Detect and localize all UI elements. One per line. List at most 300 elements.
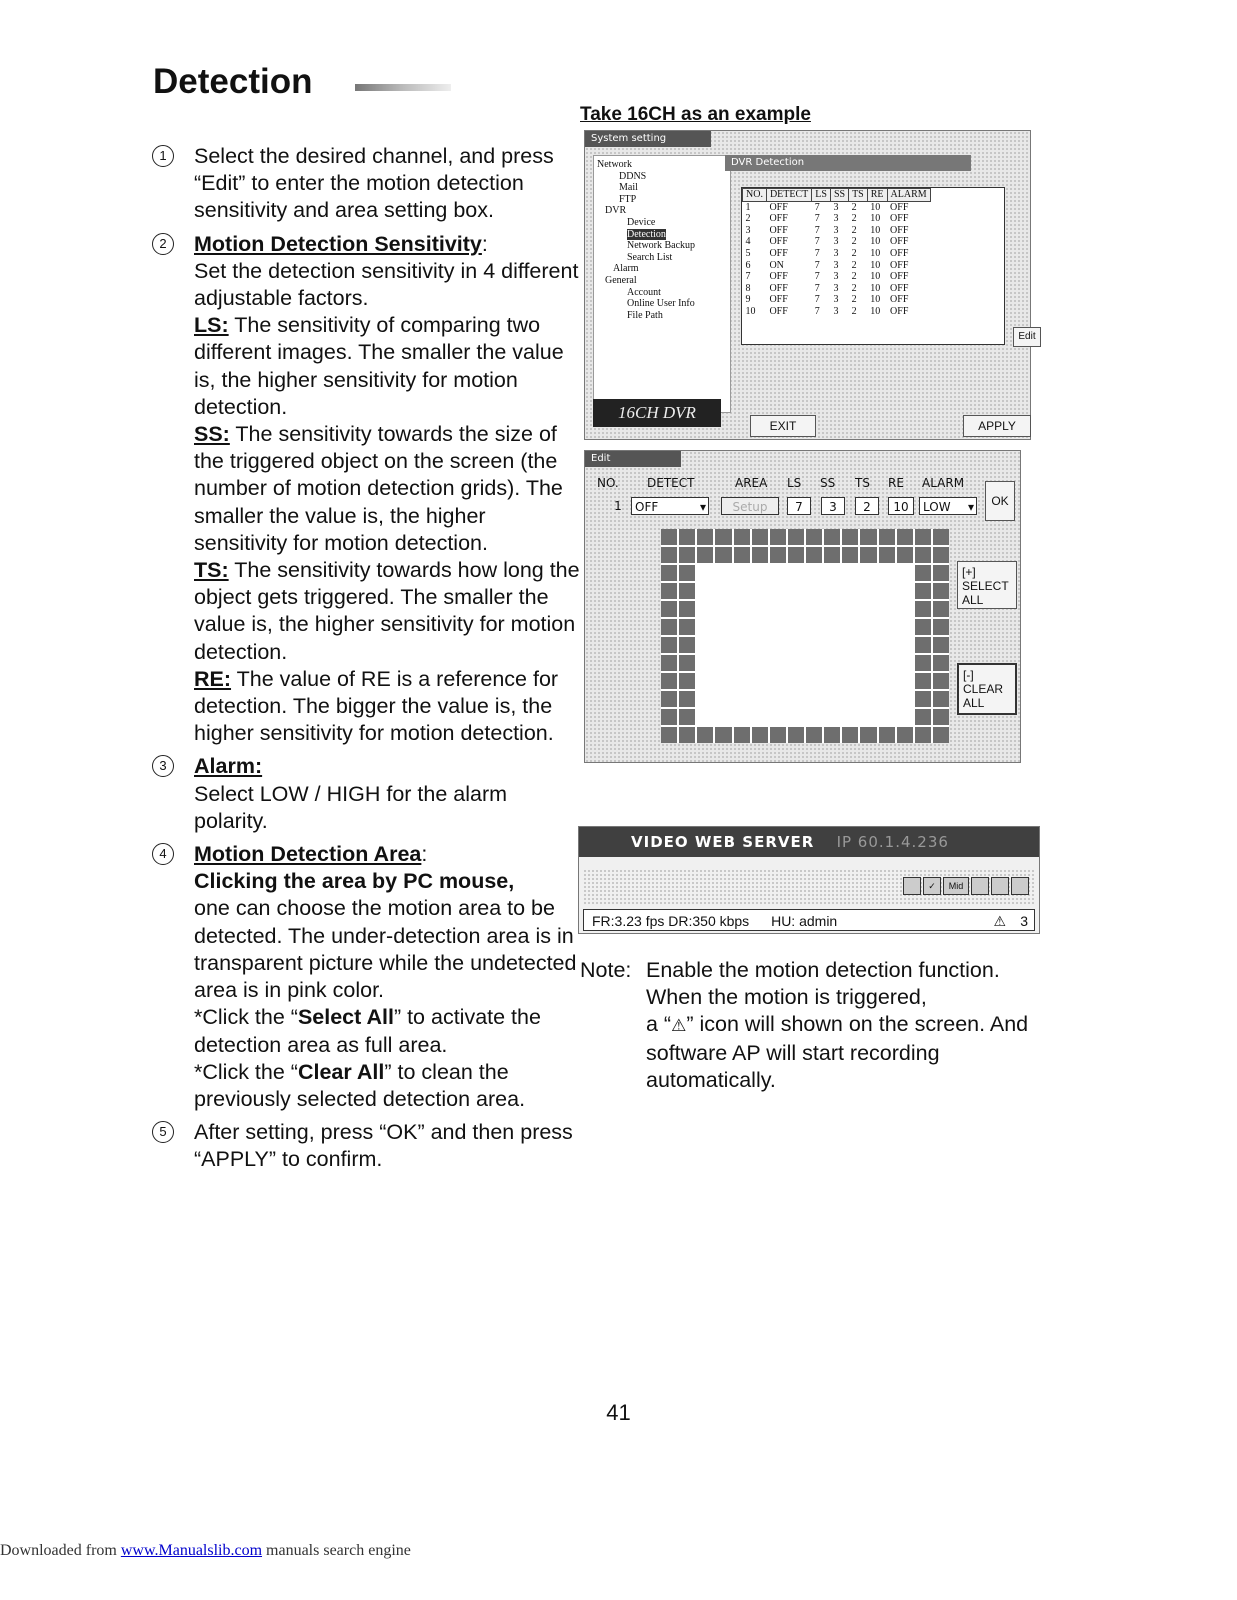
table-row[interactable] [743,213,931,225]
table-cell: OFF [769,271,788,283]
motion-grid-cell[interactable] [915,709,931,725]
motion-grid-cell[interactable] [752,547,768,563]
motion-grid-cell[interactable] [897,583,913,599]
motion-grid-cell[interactable] [752,601,768,617]
ss-field[interactable]: 3 [821,497,845,515]
page-title: Detection [153,62,313,101]
motion-grid-cell[interactable] [897,637,913,653]
motion-grid-cell[interactable] [879,619,895,635]
motion-grid-cell[interactable] [860,673,876,689]
motion-grid-cell[interactable] [734,727,750,743]
motion-grid-cell[interactable] [715,583,731,599]
column-header[interactable]: ALARM [887,189,930,202]
col-no: NO. [597,476,619,490]
motion-grid-cell[interactable] [806,655,822,671]
motion-grid-cell[interactable] [697,529,713,545]
motion-grid-cell[interactable] [752,691,768,707]
motion-grid-cell[interactable] [842,673,858,689]
motion-grid-cell[interactable] [770,529,786,545]
motion-grid-cell[interactable] [824,583,840,599]
motion-grid-cell[interactable] [770,547,786,563]
tree-item[interactable]: Search List [627,251,673,263]
motion-grid-cell[interactable] [842,655,858,671]
motion-grid-cell[interactable] [679,529,695,545]
motion-grid-cell[interactable] [679,727,695,743]
motion-area-grid[interactable] [661,529,949,743]
vws-title: VIDEO WEB SERVER [631,833,815,851]
table-cell: 3 [745,224,751,236]
motion-grid-cell[interactable] [715,637,731,653]
motion-grid-cell[interactable] [679,709,695,725]
motion-grid-cell[interactable] [788,601,804,617]
motion-grid-cell[interactable] [697,709,713,725]
motion-grid-cell[interactable] [806,583,822,599]
motion-grid-cell[interactable] [842,529,858,545]
motion-grid-cell[interactable] [860,655,876,671]
motion-grid-cell[interactable] [860,619,876,635]
re-field[interactable]: 10 [888,497,914,515]
column-header[interactable]: SS [830,189,848,202]
motion-grid-cell[interactable] [770,601,786,617]
tree-item[interactable]: File Path [627,309,663,321]
motion-grid-cell[interactable] [933,601,949,617]
motion-grid-cell[interactable] [842,619,858,635]
motion-grid-cell[interactable] [897,601,913,617]
host-user-status: HU: admin [771,913,838,929]
heading-colon: : [481,231,488,256]
motion-grid-cell[interactable] [824,709,840,725]
table-cell: 1 [745,201,751,213]
motion-grid-cell[interactable] [734,637,750,653]
motion-grid-cell[interactable] [679,673,695,689]
tree-item[interactable]: Device [627,216,656,228]
clear-all-button[interactable]: [-] CLEAR ALL [957,663,1017,715]
column-header[interactable]: LS [812,189,831,202]
motion-grid-cell[interactable] [788,565,804,581]
motion-grid-cell[interactable] [788,673,804,689]
table-cell: 8 [745,282,751,294]
re-text: The value of RE is a reference for detection. The bigger the value is, the higher sensitivity for motion detection. [194,666,559,746]
motion-alarm-icon: ⚠ [671,1016,687,1036]
motion-grid-cell[interactable] [715,727,731,743]
motion-grid-cell[interactable] [752,565,768,581]
ls-paragraph [194,312,582,421]
motion-grid-cell[interactable] [661,727,677,743]
motion-grid-cell[interactable] [860,727,876,743]
motion-grid-cell[interactable] [915,529,931,545]
channel-number: 1 [614,499,622,513]
table-cell: 2 [851,282,857,294]
motion-grid-cell[interactable] [715,655,731,671]
table-cell: 2 [851,201,857,213]
motion-grid-cell[interactable] [806,601,822,617]
motion-grid-cell[interactable] [806,727,822,743]
motion-grid-cell[interactable] [860,583,876,599]
motion-grid-cell[interactable] [734,529,750,545]
motion-grid-cell[interactable] [734,709,750,725]
camera-icon[interactable] [971,877,989,895]
motion-grid-cell[interactable] [915,547,931,563]
edit-button[interactable]: Edit [1013,327,1041,347]
motion-grid-cell[interactable] [824,637,840,653]
motion-grid-cell[interactable] [933,637,949,653]
motion-grid-cell[interactable] [897,655,913,671]
select-all-note [194,1004,582,1058]
motion-grid-cell[interactable] [824,673,840,689]
motion-grid-cell[interactable] [697,691,713,707]
table-row[interactable] [743,201,931,213]
motion-grid-cell[interactable] [679,691,695,707]
motion-grid-cell[interactable] [897,691,913,707]
motion-grid-cell[interactable] [933,583,949,599]
motion-grid-cell[interactable] [915,673,931,689]
motion-grid-cell[interactable] [788,691,804,707]
table-cell: 10 [870,259,881,271]
table-cell: 4 [745,236,751,248]
table-row[interactable] [743,260,931,272]
motion-grid-cell[interactable] [860,637,876,653]
table-cell: 3 [833,305,839,317]
motion-grid-cell[interactable] [806,637,822,653]
note-line-2 [646,1011,1040,1094]
alarm-select[interactable] [919,497,977,515]
motion-grid-cell[interactable] [842,547,858,563]
system-setting-window [584,130,1036,440]
step-marker: 4 [152,843,174,865]
motion-grid-cell[interactable] [679,619,695,635]
column-header[interactable]: RE [867,189,887,202]
motion-grid-cell[interactable] [679,655,695,671]
motion-grid-cell[interactable] [715,619,731,635]
tree-item[interactable]: DVR [605,205,627,217]
motion-grid-cell[interactable] [661,673,677,689]
ls-field[interactable]: 7 [787,497,811,515]
motion-grid-cell[interactable] [915,619,931,635]
motion-grid-cell[interactable] [860,529,876,545]
chevron-down-icon: ▾ [699,500,706,514]
table-cell: 7 [814,282,820,294]
motion-grid-cell[interactable] [661,565,677,581]
motion-grid-cell[interactable] [788,619,804,635]
motion-grid-cell[interactable] [697,565,713,581]
motion-grid-cell[interactable] [661,583,677,599]
motion-grid-cell[interactable] [715,709,731,725]
tree-item[interactable]: Alarm [613,263,639,275]
motion-grid-cell[interactable] [915,691,931,707]
frame-rate-status: FR:3.23 fps DR:350 kbps [592,913,750,929]
motion-grid-cell[interactable] [715,529,731,545]
motion-grid-cell[interactable] [734,655,750,671]
motion-grid-cell[interactable] [661,637,677,653]
step-marker: 5 [152,1121,174,1143]
sensitivity-heading: Motion Detection Sensitivity [194,231,482,256]
motion-grid-cell[interactable] [879,637,895,653]
select-all-button[interactable]: [+] SELECT ALL [957,561,1017,609]
motion-grid-cell[interactable] [734,673,750,689]
table-cell: OFF [890,294,909,306]
motion-grid-cell[interactable] [697,601,713,617]
motion-grid-cell[interactable] [734,619,750,635]
tree-item[interactable]: Network Backup [627,240,696,252]
table-cell: 7 [814,294,820,306]
motion-grid-cell[interactable] [752,655,768,671]
motion-grid-cell[interactable] [770,691,786,707]
motion-grid-cell[interactable] [770,673,786,689]
motion-grid-cell[interactable] [788,655,804,671]
detect-select[interactable] [631,497,709,515]
tree-item-selected[interactable]: Detection [627,228,666,240]
table-cell: 5 [745,247,751,259]
motion-grid-cell[interactable] [824,727,840,743]
footer-link[interactable]: www.Manualslib.com [120,1542,263,1559]
motion-grid-cell[interactable] [715,601,731,617]
motion-grid-cell[interactable] [933,691,949,707]
motion-grid-cell[interactable] [879,583,895,599]
motion-grid-cell[interactable] [915,565,931,581]
area-setup-button[interactable]: Setup [721,497,779,515]
motion-grid-cell[interactable] [842,637,858,653]
table-cell: 7 [814,247,820,259]
motion-grid-cell[interactable] [788,547,804,563]
step-marker: 3 [152,755,174,777]
motion-grid-cell[interactable] [661,619,677,635]
motion-grid-cell[interactable] [770,619,786,635]
motion-grid-cell[interactable] [734,583,750,599]
motion-grid-cell[interactable] [679,565,695,581]
motion-grid-cell[interactable] [860,565,876,581]
table-cell: 2 [851,271,857,283]
motion-grid-cell[interactable] [879,565,895,581]
exit-button[interactable]: EXIT [750,415,816,437]
select-bold: Select All [297,1005,394,1030]
motion-grid-cell[interactable] [897,529,913,545]
tree-item[interactable]: Account [627,286,661,298]
table-row[interactable] [743,306,931,318]
motion-grid-cell[interactable] [752,673,768,689]
motion-grid-cell[interactable] [770,583,786,599]
tree-item[interactable]: Online User Info [627,298,695,310]
clear-bold: Clear All [297,1059,385,1084]
tree-item[interactable]: General [605,274,637,286]
motion-grid-cell[interactable] [770,727,786,743]
step-4 [152,841,582,1113]
motion-grid-cell[interactable] [933,655,949,671]
motion-grid-cell[interactable] [752,637,768,653]
motion-grid-cell[interactable] [734,601,750,617]
motion-grid-cell[interactable] [770,655,786,671]
motion-grid-cell[interactable] [661,601,677,617]
motion-grid-cell[interactable] [879,673,895,689]
col-ss: SS [820,476,836,490]
motion-grid-cell[interactable] [806,673,822,689]
motion-grid-cell[interactable] [788,529,804,545]
motion-grid-cell[interactable] [697,547,713,563]
checkbox-icon[interactable]: ✓ [923,877,941,895]
motion-grid-cell[interactable] [933,673,949,689]
table-row[interactable] [743,283,931,295]
motion-grid-cell[interactable] [788,709,804,725]
table-row[interactable] [743,294,931,306]
motion-grid-cell[interactable] [933,619,949,635]
motion-grid-cell[interactable] [679,637,695,653]
motion-grid-cell[interactable] [661,529,677,545]
motion-grid-cell[interactable] [715,673,731,689]
column-header[interactable]: TS [849,189,868,202]
vws-titlebar [579,827,1039,857]
col-re: RE [888,476,904,490]
motion-grid-cell[interactable] [842,691,858,707]
clear-post: ” to clean the previously selected detection area. [194,1059,526,1111]
motion-grid-cell[interactable] [933,727,949,743]
motion-grid-cell[interactable] [734,565,750,581]
table-row[interactable] [743,271,931,283]
motion-grid-cell[interactable] [661,547,677,563]
motion-grid-cell[interactable] [697,673,713,689]
motion-grid-cell[interactable] [697,619,713,635]
motion-grid-cell[interactable] [879,547,895,563]
motion-grid-cell[interactable] [842,601,858,617]
tree-item[interactable]: Mail [619,182,638,194]
motion-grid-cell[interactable] [879,655,895,671]
motion-grid-cell[interactable] [679,583,695,599]
disk-icon[interactable] [903,877,921,895]
motion-grid-cell[interactable] [824,529,840,545]
ts-field[interactable]: 2 [855,497,879,515]
motion-grid-cell[interactable] [806,529,822,545]
user-count: 3 [1020,913,1028,929]
motion-grid-cell[interactable] [879,727,895,743]
motion-grid-cell[interactable] [697,637,713,653]
motion-grid-cell[interactable] [715,547,731,563]
motion-grid-cell[interactable] [806,565,822,581]
detect-value: OFF [635,500,659,514]
motion-grid-cell[interactable] [806,619,822,635]
motion-grid-cell[interactable] [770,709,786,725]
column-header[interactable]: DETECT [766,189,811,202]
video-web-server-window [578,826,1040,934]
motion-grid-cell[interactable] [842,727,858,743]
motion-grid-cell[interactable] [915,637,931,653]
motion-grid-cell[interactable] [679,547,695,563]
table-cell: OFF [769,305,788,317]
motion-grid-cell[interactable] [806,691,822,707]
motion-grid-cell[interactable] [752,529,768,545]
ok-button[interactable]: OK [985,481,1015,521]
motion-grid-cell[interactable] [824,601,840,617]
motion-grid-cell[interactable] [915,583,931,599]
tree-item[interactable]: FTP [619,193,637,205]
table-row[interactable] [743,225,931,237]
motion-grid-cell[interactable] [897,547,913,563]
motion-grid-cell[interactable] [661,709,677,725]
motion-grid-cell[interactable] [806,709,822,725]
motion-grid-cell[interactable] [752,709,768,725]
motion-grid-cell[interactable] [697,655,713,671]
motion-grid-cell[interactable] [897,565,913,581]
tools-icon[interactable] [1011,877,1029,895]
motion-grid-cell[interactable] [842,565,858,581]
motion-grid-cell[interactable] [752,619,768,635]
motion-grid-cell[interactable] [933,529,949,545]
motion-alarm-icon: ⚠ [993,913,1006,929]
motion-grid-cell[interactable] [824,655,840,671]
motion-grid-cell[interactable] [824,565,840,581]
motion-grid-cell[interactable] [734,691,750,707]
motion-grid-cell[interactable] [915,727,931,743]
table-cell: 3 [833,259,839,271]
motion-grid-cell[interactable] [770,637,786,653]
table-row[interactable] [743,236,931,248]
motion-grid-cell[interactable] [897,727,913,743]
motion-grid-cell[interactable] [933,565,949,581]
motion-grid-cell[interactable] [879,709,895,725]
motion-grid-cell[interactable] [860,691,876,707]
tree-item[interactable]: Network [597,159,632,170]
motion-grid-cell[interactable] [752,583,768,599]
table-cell: OFF [890,271,909,283]
motion-grid-cell[interactable] [697,583,713,599]
table-row[interactable] [743,248,931,260]
film-icon[interactable] [991,877,1009,895]
motion-grid-cell[interactable] [842,709,858,725]
motion-grid-cell[interactable] [860,547,876,563]
motion-grid-cell[interactable] [715,691,731,707]
motion-grid-cell[interactable] [897,619,913,635]
motion-grid-cell[interactable] [842,583,858,599]
motion-grid-cell[interactable] [879,529,895,545]
motion-grid-cell[interactable] [933,709,949,725]
table-cell: 10 [870,201,881,213]
motion-grid-cell[interactable] [860,709,876,725]
apply-button[interactable]: APPLY [963,415,1031,437]
motion-grid-cell[interactable] [788,727,804,743]
column-header[interactable]: NO. [743,189,767,202]
table-cell: OFF [769,282,788,294]
tree-item[interactable]: DDNS [619,170,647,182]
motion-grid-cell[interactable] [897,673,913,689]
motion-grid-cell[interactable] [661,691,677,707]
footer-suffix: manuals search engine [262,1542,411,1559]
motion-grid-cell[interactable] [824,691,840,707]
clear-pre: *Click the “ [194,1059,298,1084]
motion-grid-cell[interactable] [806,547,822,563]
motion-grid-cell[interactable] [933,547,949,563]
motion-grid-cell[interactable] [860,601,876,617]
motion-grid-cell[interactable] [679,601,695,617]
motion-grid-cell[interactable] [752,727,768,743]
motion-grid-cell[interactable] [824,619,840,635]
motion-grid-cell[interactable] [661,655,677,671]
table-cell: 10 [870,282,881,294]
motion-grid-cell[interactable] [897,709,913,725]
table-cell: 2 [851,224,857,236]
motion-grid-cell[interactable] [879,601,895,617]
motion-grid-cell[interactable] [715,565,731,581]
motion-grid-cell[interactable] [788,637,804,653]
motion-grid-cell[interactable] [697,727,713,743]
edit-value-row [595,497,985,517]
motion-grid-cell[interactable] [788,583,804,599]
motion-grid-cell[interactable] [915,601,931,617]
motion-grid-cell[interactable] [879,691,895,707]
quality-icon[interactable]: Mid [943,877,969,895]
alarm-value: LOW [923,500,951,514]
motion-grid-cell[interactable] [915,655,931,671]
table-cell: 10 [870,224,881,236]
motion-grid-cell[interactable] [824,547,840,563]
motion-grid-cell[interactable] [770,565,786,581]
motion-grid-cell[interactable] [734,547,750,563]
